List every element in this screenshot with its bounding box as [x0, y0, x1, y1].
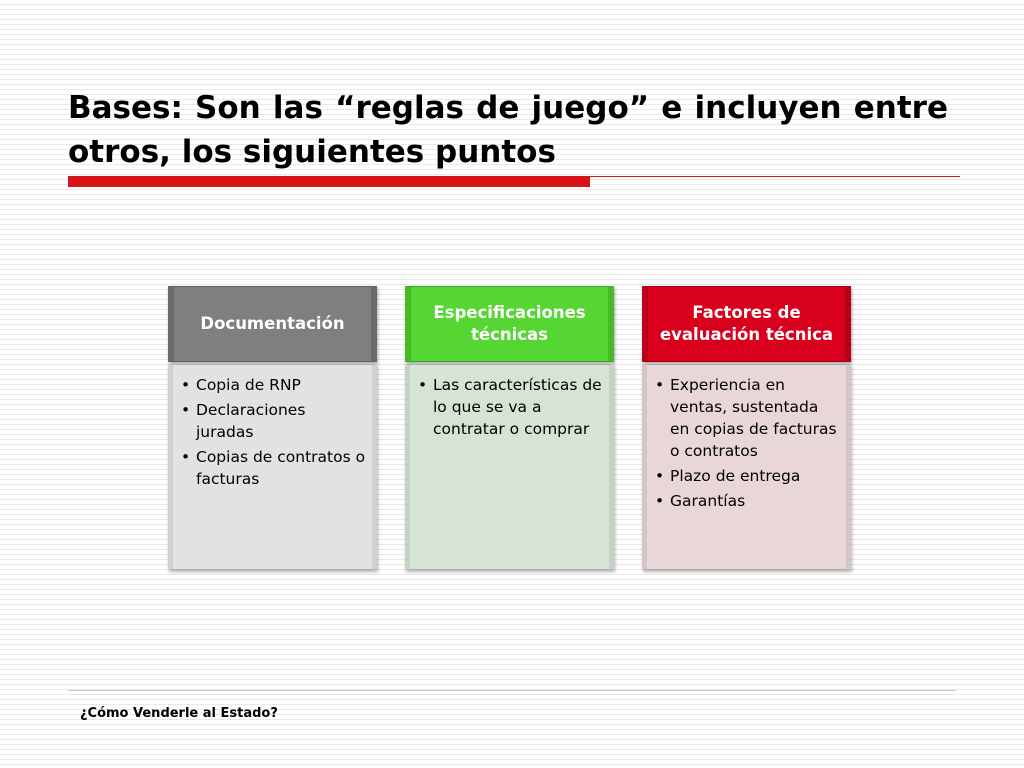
slide-title: Bases: Son las “reglas de juego” e incluyen entre otros, los siguientes puntos	[68, 90, 948, 170]
bullet-list	[418, 374, 603, 440]
list-item: • Plazo de entrega	[655, 465, 840, 487]
column-especificaciones	[405, 286, 614, 570]
list-item: • Copia de RNP	[181, 374, 366, 396]
column-body-factores	[642, 364, 851, 570]
list-item: • Declaraciones juradas	[181, 399, 366, 443]
bullet-list	[655, 374, 840, 512]
column-header-especificaciones: Especificaciones técnicas	[405, 286, 614, 362]
column-factores	[642, 286, 851, 570]
title-underline-thick	[68, 176, 590, 187]
bullet-list	[181, 374, 366, 490]
column-body-especificaciones	[405, 364, 614, 570]
column-header-documentacion: Documentación	[168, 286, 377, 362]
footer-divider	[68, 690, 956, 691]
column-body-documentacion	[168, 364, 377, 570]
footer-text: ¿Cómo Venderle al Estado?	[80, 706, 278, 721]
list-item: • Garantías	[655, 490, 840, 512]
column-header-factores: Factores de evaluación técnica	[642, 286, 851, 362]
list-item: • Copias de contratos o facturas	[181, 446, 366, 490]
title-underline-thin	[590, 176, 960, 177]
column-documentacion	[168, 286, 377, 570]
list-item: • Experiencia en ventas, sustentada en copias de facturas o contratos	[655, 374, 840, 462]
list-item: • Las características de lo que se va a contratar o comprar	[418, 374, 603, 440]
